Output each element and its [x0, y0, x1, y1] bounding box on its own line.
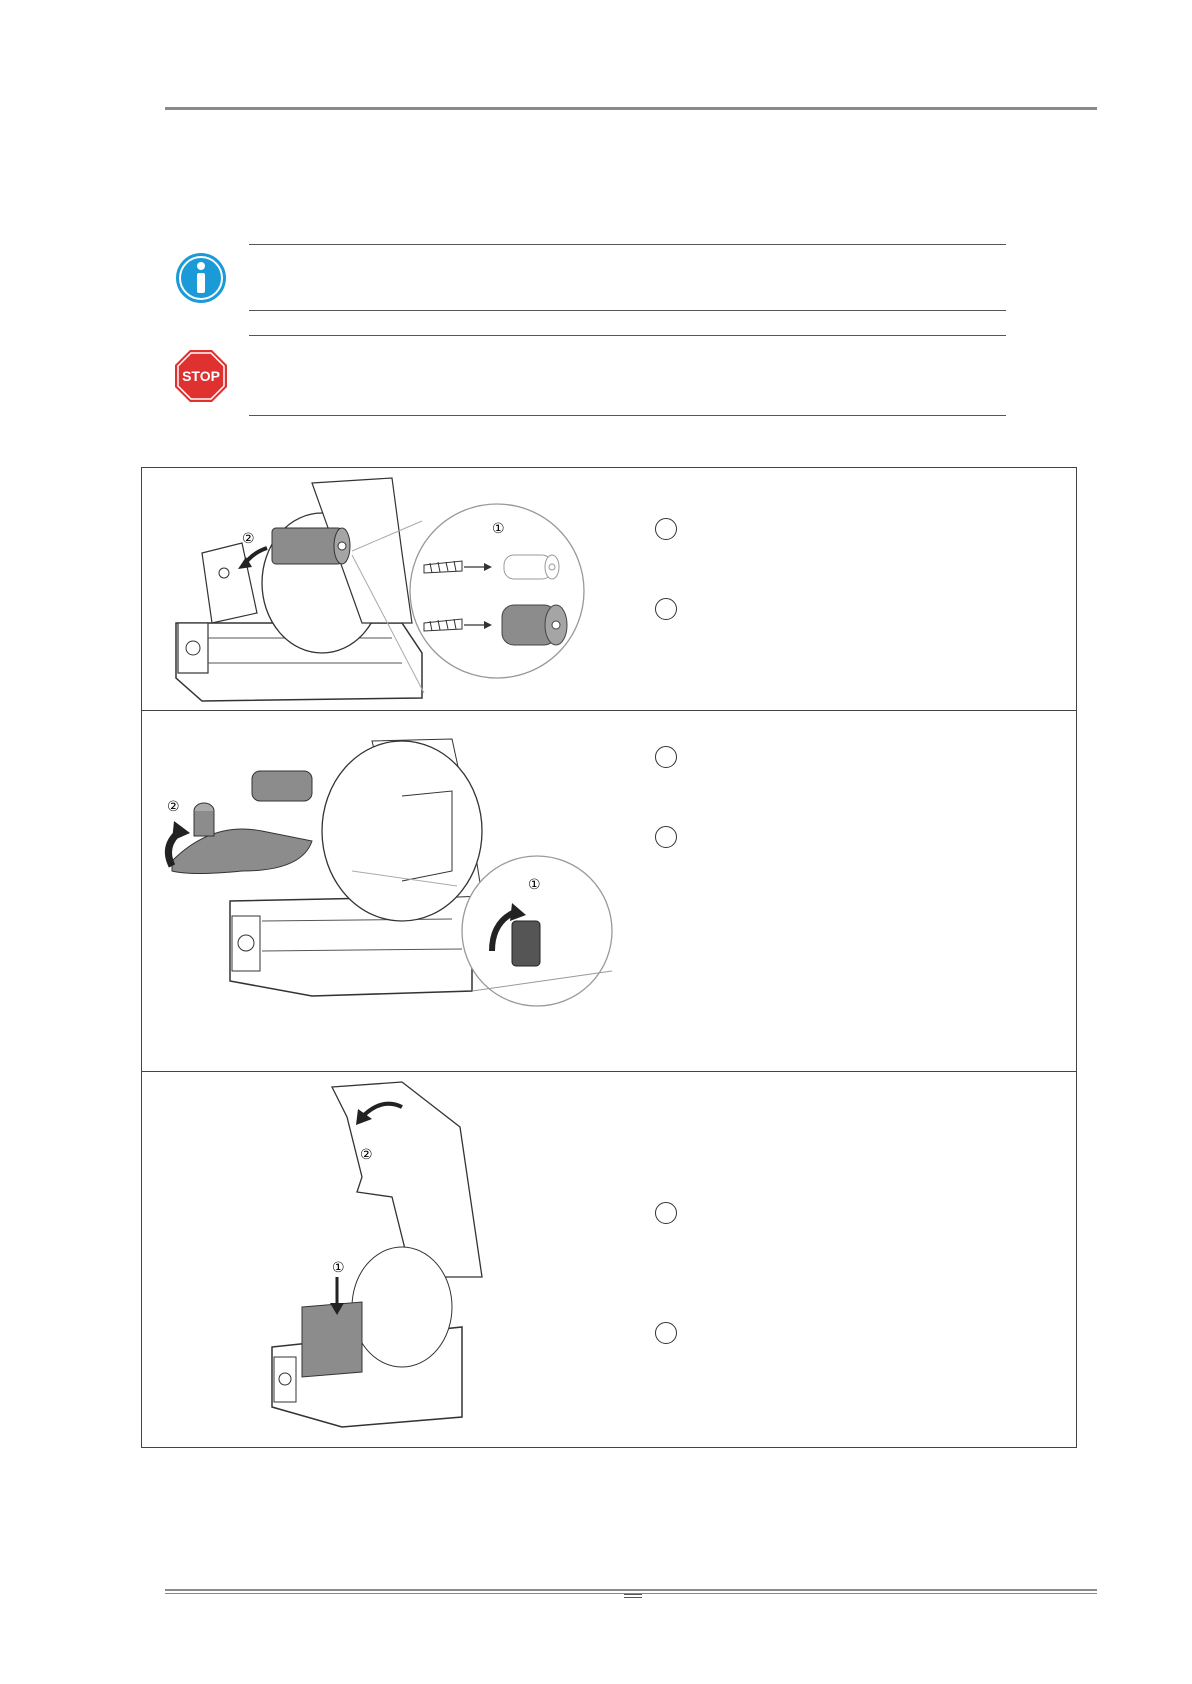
step-3-callout-2: ②	[360, 1147, 373, 1163]
step-row-3	[142, 1072, 1076, 1447]
stop-note-top-rule	[249, 335, 1006, 336]
step-1-callout-2: ②	[242, 531, 255, 547]
stop-sign-label: STOP	[182, 368, 220, 384]
step-1-item-1-marker	[655, 518, 677, 540]
step-row-1	[142, 468, 1076, 710]
header-rule	[165, 107, 1097, 110]
steps-table	[141, 467, 1077, 1448]
step-2-callout-1: ①	[528, 877, 541, 893]
ribbon-loading-illustration	[152, 721, 632, 1041]
info-note-top-rule	[249, 244, 1006, 245]
step-2-item-1-marker	[655, 746, 677, 768]
step-1-callout-1: ①	[492, 521, 505, 537]
info-icon	[174, 251, 228, 305]
step-1-item-2-marker	[655, 598, 677, 620]
close-cover-illustration	[262, 1077, 522, 1437]
step-row-2	[142, 711, 1076, 1071]
step-2-callout-2: ②	[167, 799, 180, 815]
step-3-callout-1: ①	[332, 1260, 345, 1276]
step-3-item-1-marker	[655, 1202, 677, 1224]
stop-sign-icon	[174, 349, 228, 403]
stop-note-bottom-rule	[249, 415, 1006, 416]
step-3-item-2-marker	[655, 1322, 677, 1344]
footer-rule	[165, 1589, 1097, 1591]
ribbon-spindle-illustration	[162, 473, 592, 705]
step-2-item-2-marker	[655, 826, 677, 848]
info-note-bottom-rule	[249, 310, 1006, 311]
page-number-mark	[624, 1594, 642, 1598]
